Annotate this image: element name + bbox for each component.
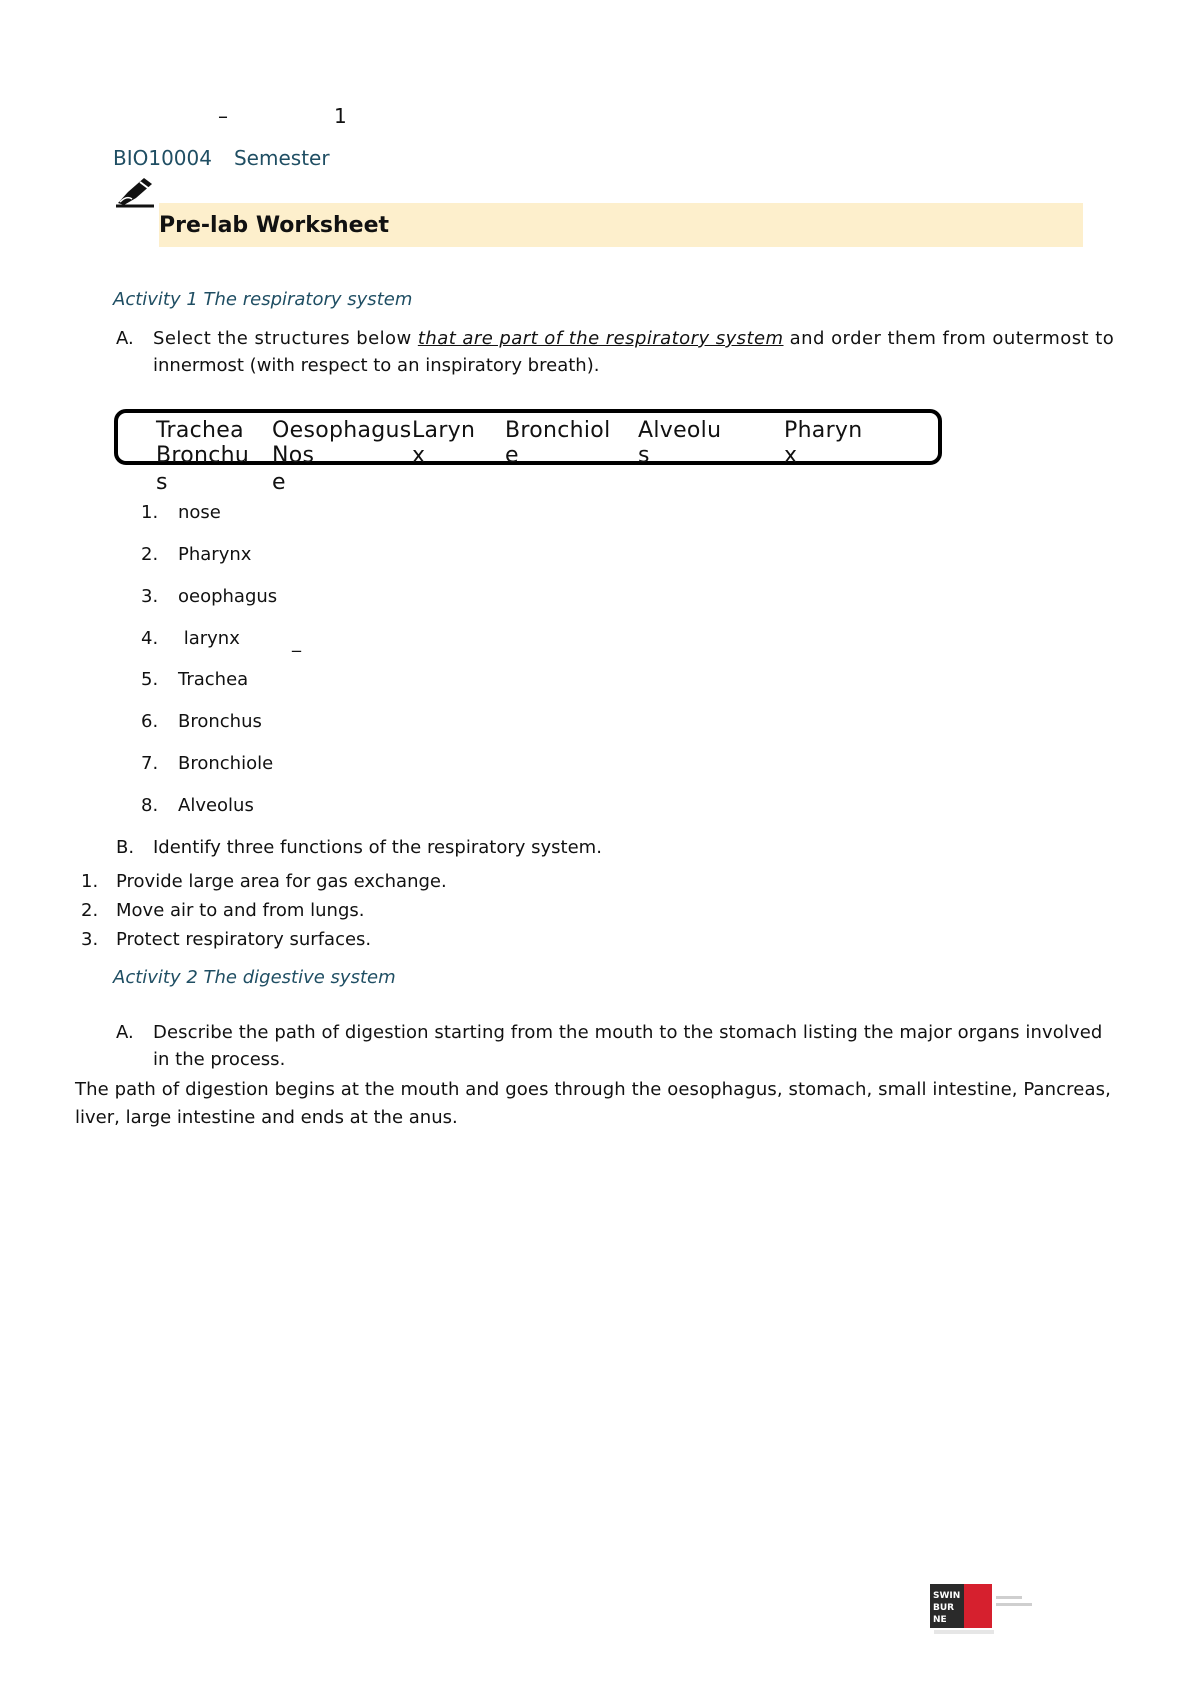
svg-text:SWIN: SWIN xyxy=(933,1591,961,1601)
blank-underscore: _ xyxy=(292,632,301,653)
question-a-emphasis: that are part of the respiratory system xyxy=(417,328,784,349)
header-number: 1 xyxy=(334,104,347,128)
word-bank-word: x xyxy=(784,443,798,468)
list-item-number: 5. xyxy=(141,669,159,690)
course-code: BIO10004 xyxy=(113,146,212,170)
question-a-text-before: Select the structures below xyxy=(153,328,418,349)
activity2-question-a-line1: Describe the path of digestion starting from the mouth to the stomach listing the major organs involved xyxy=(153,1022,1103,1043)
svg-text:BUR: BUR xyxy=(933,1603,955,1613)
question-a-letter: A. xyxy=(116,328,134,349)
page-title: Pre-lab Worksheet xyxy=(159,213,390,238)
function-item-number: 2. xyxy=(81,900,99,921)
word-bank-word: x xyxy=(412,443,426,468)
function-item: Protect respiratory surfaces. xyxy=(116,929,372,950)
list-item-number: 1. xyxy=(141,502,159,523)
activity2-answer-line2: liver, large intestine and ends at the anus. xyxy=(75,1107,458,1128)
word-bank-word: e xyxy=(505,443,519,468)
course-line xyxy=(113,146,330,170)
word-bank-word: Alveolu xyxy=(638,418,722,443)
function-item-number: 3. xyxy=(81,929,99,950)
list-item: oeophagus xyxy=(178,586,278,607)
function-item-number: 1. xyxy=(81,871,99,892)
university-logo xyxy=(930,1582,1045,1638)
list-item: Trachea xyxy=(178,669,249,690)
list-item-number: 4. xyxy=(141,628,159,649)
question-a-text-after: and order them from outermost to xyxy=(783,328,1115,349)
list-item: Bronchiole xyxy=(178,753,274,774)
activity1-heading: Activity 1 The respiratory system xyxy=(113,289,413,310)
list-item: Bronchus xyxy=(178,711,262,732)
svg-text:NE: NE xyxy=(933,1615,947,1625)
function-item: Move air to and from lungs. xyxy=(116,900,365,921)
word-bank-word: Pharyn xyxy=(784,418,863,443)
list-item: Alveolus xyxy=(178,795,254,816)
word-bank-word: Bronchu xyxy=(156,443,250,468)
word-bank-word: Oesophagus xyxy=(272,418,412,443)
word-bank-word: s xyxy=(638,443,650,468)
function-item: Provide large area for gas exchange. xyxy=(116,871,447,892)
semester-label: Semester xyxy=(233,146,330,170)
list-item-number: 2. xyxy=(141,544,159,565)
list-item-number: 6. xyxy=(141,711,159,732)
list-item-number: 7. xyxy=(141,753,159,774)
word-bank-word: Laryn xyxy=(412,418,476,443)
activity2-question-a-line2: in the process. xyxy=(153,1049,286,1070)
word-bank-word: Trachea xyxy=(156,418,244,443)
list-item: Pharynx xyxy=(178,544,252,565)
list-item-number: 3. xyxy=(141,586,159,607)
pen-icon xyxy=(114,172,158,208)
question-b-text: Identify three functions of the respiratory system. xyxy=(153,837,602,858)
activity2-answer-line1: The path of digestion begins at the mouth and goes through the oesophagus, stomach, small intestine, Pancreas, xyxy=(75,1079,1111,1100)
list-item-number: 8. xyxy=(141,795,159,816)
word-bank-word: s xyxy=(156,470,168,495)
word-bank-word: Bronchiol xyxy=(505,418,611,443)
word-bank-word: e xyxy=(272,470,286,495)
question-a-text xyxy=(153,328,1114,349)
question-b-letter: B. xyxy=(116,837,135,858)
question-a-line2: innermost (with respect to an inspiratory breath). xyxy=(153,355,600,376)
list-item: nose xyxy=(178,502,221,523)
header-dash: – xyxy=(218,104,228,128)
activity2-question-a-letter: A. xyxy=(116,1022,134,1043)
list-item: larynx xyxy=(178,628,240,649)
activity2-heading: Activity 2 The digestive system xyxy=(113,967,396,988)
word-bank-word: Nos xyxy=(272,443,315,468)
